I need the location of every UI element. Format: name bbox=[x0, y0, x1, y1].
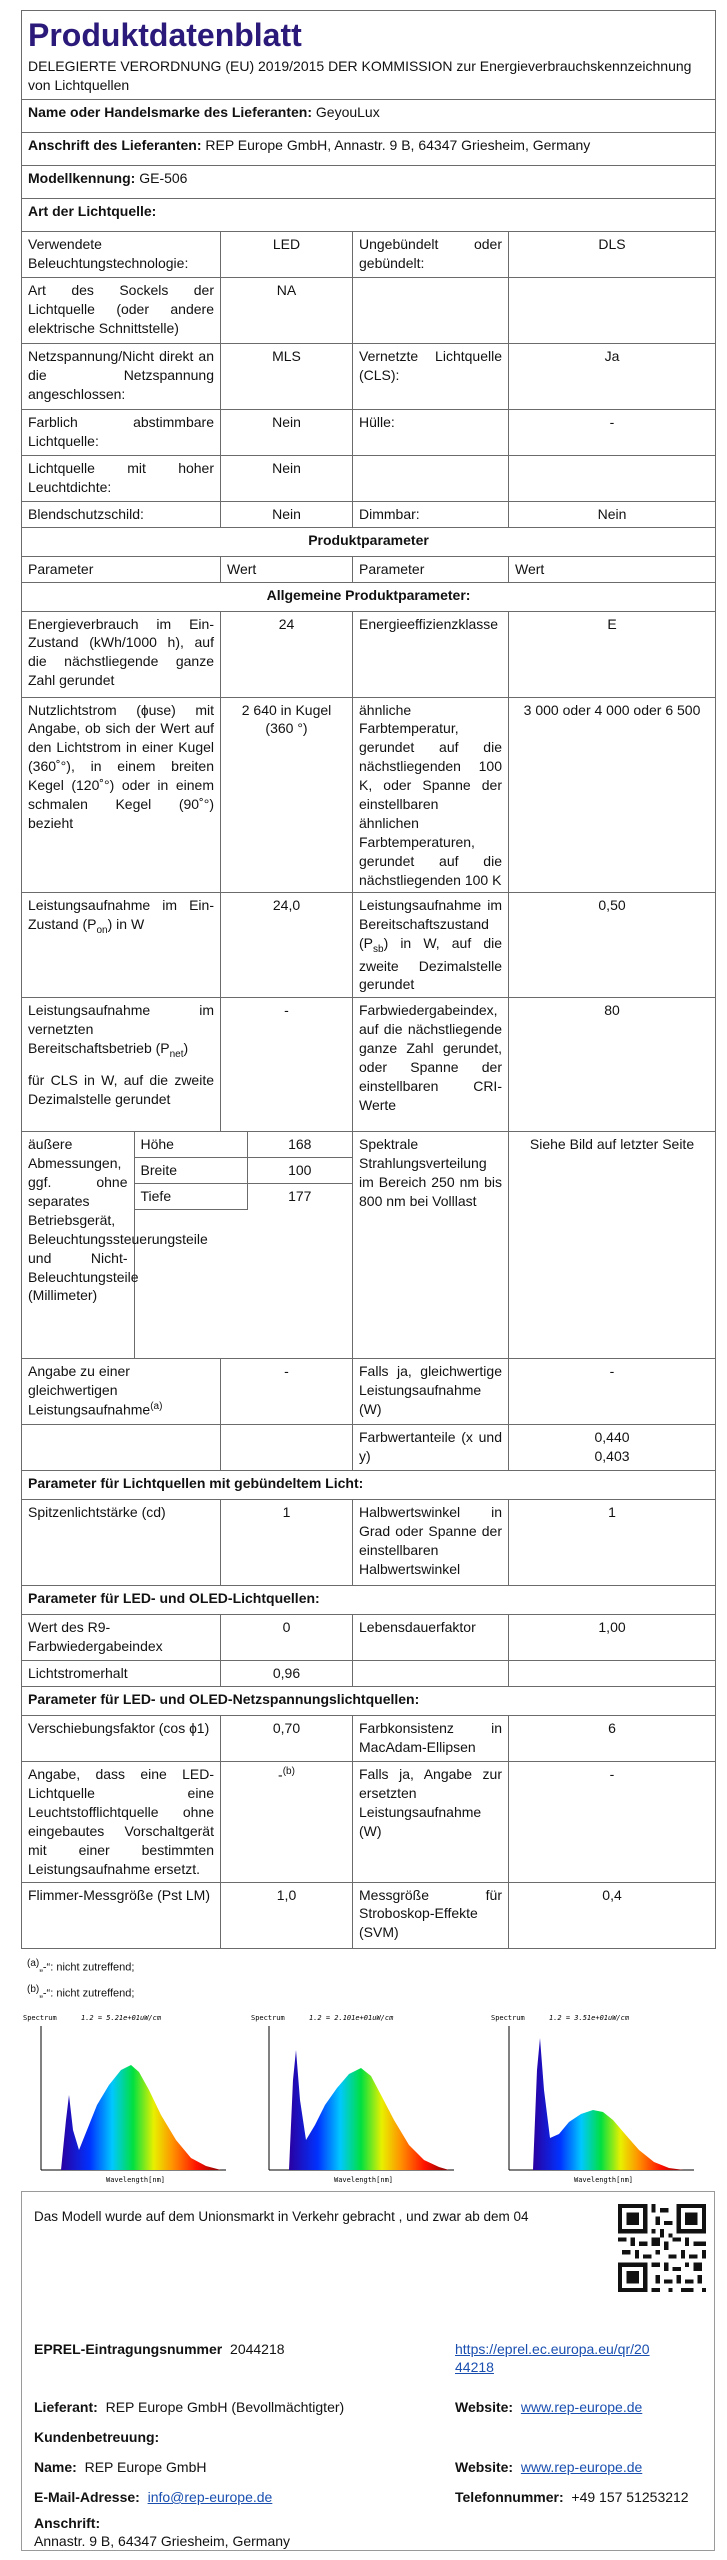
email-label: E-Mail-Adresse: bbox=[34, 2489, 140, 2505]
supplier-name-value: GeyouLux bbox=[315, 103, 380, 120]
useful-flux-value: 2 640 in Kugel (360 °) bbox=[221, 697, 353, 893]
cap-value: NA bbox=[221, 277, 353, 343]
beam-angle-label: Halbwertswinkel in Grad oder Spanne der einstellbaren Halbwertswinkel bbox=[353, 1500, 509, 1586]
dimmable-value: Nein bbox=[509, 501, 716, 527]
email-row bbox=[34, 2488, 272, 2507]
phone-value: +49 157 51253212 bbox=[571, 2489, 689, 2505]
flicker-value: 1,0 bbox=[221, 1882, 353, 1948]
table-row bbox=[22, 1359, 716, 1425]
fluorescent-replacement-yes-label: Falls ja, Angabe zur ersetzten Leistungsaufnahme (W) bbox=[353, 1762, 509, 1882]
table-row bbox=[22, 277, 716, 343]
survival-factor-label: Lebensdauerfaktor bbox=[353, 1615, 509, 1661]
table-row bbox=[22, 998, 716, 1132]
height-value: 168 bbox=[247, 1132, 352, 1157]
eprel-link-line-2[interactable]: 44218 bbox=[455, 2359, 494, 2376]
table-row bbox=[22, 409, 716, 455]
address-row bbox=[34, 2514, 290, 2550]
stroboscopic-label: Messgröße für Stroboskop-Effekte (SVM) bbox=[353, 1882, 509, 1948]
address-value: Annastr. 9 B, 64347 Griesheim, Germany bbox=[34, 2533, 291, 2550]
spectral-distribution-label: Spektrale Strahlungsverteilung im Bereich 250 nm bis 800 nm bei Volllast bbox=[353, 1132, 509, 1359]
supplier-address-value: REP Europe GmbH, Annastr. 9 B, 64347 Griesheim, Germany bbox=[205, 136, 591, 153]
product-data-table bbox=[21, 10, 716, 1949]
equivalent-power-yes-value: - bbox=[509, 1359, 716, 1425]
macadam-value: 6 bbox=[509, 1716, 716, 1762]
high-luminance-label: Lichtquelle mit hoher Leuchtdichte: bbox=[22, 455, 221, 501]
empty-cell bbox=[353, 277, 509, 343]
height-label: Höhe bbox=[134, 1132, 247, 1157]
table-row bbox=[22, 697, 716, 893]
r9-label: Wert des R9-Farbwiedergabeindex bbox=[22, 1615, 221, 1661]
eprel-link-line-1[interactable]: https://eprel.ec.europa.eu/qr/20 bbox=[455, 2341, 650, 2357]
cri-value: 80 bbox=[509, 998, 716, 1132]
product-params-section: Produktparameter bbox=[22, 527, 716, 556]
dimensions-label: äußere Abmessungen, ggf. ohne separates Betriebsgerät, Beleuchtungssteuerungsteile und Nicht-Beleuchtungsteile (Millimeter) bbox=[22, 1132, 134, 1358]
on-mode-power-label: Leistungsaufnahme im Ein-Zustand $(P_{on})$ in W bbox=[22, 893, 221, 998]
service-website-link[interactable]: www.rep-europe.de bbox=[520, 2459, 643, 2475]
supplier-label: Lieferant: bbox=[34, 2399, 98, 2415]
mains-label: Netzspannung/Nicht direkt an die Netzspannung angeschlossen: bbox=[22, 343, 221, 409]
directional-section: Parameter für Lichtquellen mit gebündeltem Licht: bbox=[22, 1471, 716, 1500]
fluorescent-replacement-label: Angabe, dass eine LED-Lichtquelle eine Leuchtstofflichtquelle ohne eingebautes Vorschaltgerät mit einer bestimmten Leistungsaufnahme ersetzt. bbox=[22, 1762, 221, 1882]
peak-intensity-label: Spitzenlichtstärke (cd) bbox=[22, 1500, 221, 1586]
supplier-website-row bbox=[455, 2398, 642, 2417]
spectral-distribution-value: Siehe Bild auf letzter Seite bbox=[509, 1132, 716, 1359]
model-id-label: Modellkennung: bbox=[28, 169, 136, 186]
table-row bbox=[22, 1716, 716, 1762]
svg-text:Spectrum: Spectrum bbox=[251, 2013, 285, 2022]
lumen-maintenance-value: 0,96 bbox=[221, 1661, 353, 1687]
eprel-link[interactable] bbox=[455, 2340, 650, 2376]
mains-value: MLS bbox=[221, 343, 353, 409]
service-website-row bbox=[455, 2458, 642, 2477]
fluorescent-replacement-value: -$^{(b)}$ bbox=[221, 1762, 353, 1882]
empty-cell bbox=[509, 455, 716, 501]
cls-value: Ja bbox=[509, 343, 716, 409]
eprel-number-value: 2044218 bbox=[230, 2341, 285, 2357]
lumen-maintenance-label: Lichtstromerhalt bbox=[22, 1661, 221, 1687]
table-row bbox=[22, 455, 716, 501]
supplier-name-label: Name oder Handelsmarke des Lieferanten: bbox=[28, 103, 312, 120]
envelope-value: - bbox=[509, 409, 716, 455]
networked-standby-label: Leistungsaufnahme im vernetzten Bereitschaftsbetrieb $(P_{net})$ für CLS in W, auf die zweite Dezimalstelle gerundet bbox=[22, 998, 221, 1132]
dimensions-table bbox=[22, 1132, 352, 1358]
chromaticity-label: Farbwertanteile (x und y) bbox=[353, 1425, 509, 1471]
table-row bbox=[22, 1615, 716, 1661]
col-header-param: Parameter bbox=[353, 556, 509, 582]
model-id-value: GE-506 bbox=[139, 169, 188, 186]
supplier-row bbox=[34, 2398, 344, 2417]
displacement-factor-label: Verschiebungsfaktor (cos ɸ1) bbox=[22, 1716, 221, 1762]
standby-power-value: 0,50 bbox=[509, 893, 716, 998]
col-header-value: Wert bbox=[221, 556, 353, 582]
empty-cell bbox=[509, 277, 716, 343]
col-header-param: Parameter bbox=[22, 556, 221, 582]
registration-box bbox=[21, 2191, 715, 2551]
energy-consumption-value: 24 bbox=[221, 611, 353, 697]
anti-glare-value: Nein bbox=[221, 501, 353, 527]
footnotes bbox=[21, 1957, 715, 2002]
svg-text:1.2 = 2.101e+01uW/cm: 1.2 = 2.101e+01uW/cm bbox=[309, 2013, 394, 2022]
on-mode-power-value: 24,0 bbox=[221, 893, 353, 998]
svg-text:1.2 = 5.21e+01uW/cm: 1.2 = 5.21e+01uW/cm bbox=[81, 2013, 162, 2022]
svg-text:Wavelength[nm]: Wavelength[nm] bbox=[334, 2175, 394, 2184]
market-placement-text: Das Modell wurde auf dem Unionsmarkt in Verkehr gebracht , und zwar ab dem 04 bbox=[34, 2209, 529, 2224]
spectrum-image-2 bbox=[249, 2010, 457, 2190]
peak-intensity-value: 1 bbox=[221, 1500, 353, 1586]
dimmable-label: Dimmbar: bbox=[353, 501, 509, 527]
equivalent-power-label: Angabe zu einer gleichwertigen Leistungsaufnahme$^{(a)}$ bbox=[22, 1359, 221, 1425]
width-label: Breite bbox=[134, 1158, 247, 1184]
email-link[interactable]: info@rep-europe.de bbox=[147, 2489, 273, 2505]
svg-text:Spectrum: Spectrum bbox=[23, 2013, 57, 2022]
footnote-a: $^{(a)}$„-“: nicht zutreffend; bbox=[27, 1957, 135, 1974]
svg-text:Wavelength[nm]: Wavelength[nm] bbox=[106, 2175, 166, 2184]
depth-value: 177 bbox=[247, 1184, 352, 1210]
light-source-section: Art der Lichtquelle: bbox=[22, 198, 716, 231]
efficiency-class-label: Energieeffizienzklasse bbox=[353, 611, 509, 697]
useful-flux-label: Nutzlichtstrom (ɸuse) mit Angabe, ob sich der Wert auf den Lichtstrom in einer Kugel (360˚°), in einem breiten Kegel (120˚°) oder in einem schmalen Kegel (90˚°) bezieht bbox=[22, 697, 221, 893]
equivalent-power-value: - bbox=[221, 1359, 353, 1425]
regulation-subtitle: DELEGIERTE VERORDNUNG (EU) 2019/2015 DER KOMMISSION zur Energieverbrauchskennzeichnung von Lichtquellen bbox=[28, 58, 692, 93]
address-label: Anschrift: bbox=[34, 2515, 101, 2531]
svg-text:Wavelength[nm]: Wavelength[nm] bbox=[574, 2175, 634, 2184]
directional-value: DLS bbox=[509, 231, 716, 277]
service-website-label: Website: bbox=[455, 2459, 514, 2475]
led-section: Parameter für LED- und OLED-Lichtquellen: bbox=[22, 1586, 716, 1615]
directional-label: Ungebündelt oder gebündelt: bbox=[353, 231, 509, 277]
table-row bbox=[22, 343, 716, 409]
tech-label: Verwendete Beleuchtungstechnologie: bbox=[22, 231, 221, 277]
r9-value: 0 bbox=[221, 1615, 353, 1661]
table-row bbox=[22, 1661, 716, 1687]
table-row bbox=[22, 1500, 716, 1586]
cri-label: Farbwiedergabeindex, auf die nächstliegende ganze Zahl gerundet, oder Spanne der einstellbaren CRI-Werte bbox=[353, 998, 509, 1132]
beam-angle-value: 1 bbox=[509, 1500, 716, 1586]
eprel-number bbox=[34, 2340, 285, 2359]
chromaticity-value: 0,440 0,403 bbox=[509, 1425, 716, 1471]
cls-label: Vernetzte Lichtquelle (CLS): bbox=[353, 343, 509, 409]
eprel-number-label: EPREL-Eintragungsnummer bbox=[34, 2341, 223, 2357]
flicker-label: Flimmer-Messgröße (Pst LM) bbox=[22, 1882, 221, 1948]
svg-text:Spectrum: Spectrum bbox=[491, 2013, 525, 2022]
envelope-label: Hülle: bbox=[353, 409, 509, 455]
high-luminance-value: Nein bbox=[221, 455, 353, 501]
data-sheet-table-area bbox=[21, 10, 715, 2210]
table-row bbox=[22, 1762, 716, 1882]
cap-label: Art des Sockels der Lichtquelle (oder andere elektrische Schnittstelle) bbox=[22, 277, 221, 343]
website-label: Website: bbox=[455, 2399, 514, 2415]
tech-value: LED bbox=[221, 231, 353, 277]
customer-service-heading: Kundenbetreuung: bbox=[34, 2429, 160, 2445]
macadam-label: Farbkonsistenz in MacAdam-Ellipsen bbox=[353, 1716, 509, 1762]
tunable-value: Nein bbox=[221, 409, 353, 455]
depth-label: Tiefe bbox=[134, 1184, 247, 1210]
anti-glare-label: Blendschutzschild: bbox=[22, 501, 221, 527]
led-mains-section: Parameter für LED- und OLED-Netzspannungslichtquellen: bbox=[22, 1687, 716, 1716]
dimensions-cell bbox=[22, 1132, 353, 1359]
qr-code-icon bbox=[618, 2204, 706, 2292]
equivalent-power-yes-label: Falls ja, gleichwertige Leistungsaufnahme (W) bbox=[353, 1359, 509, 1425]
spectrum-image-3 bbox=[489, 2010, 697, 2190]
table-row bbox=[22, 893, 716, 998]
phone-row bbox=[455, 2488, 689, 2507]
table-row bbox=[22, 1882, 716, 1948]
phone-label: Telefonnummer: bbox=[455, 2489, 564, 2505]
spectral-images bbox=[21, 2010, 715, 2210]
col-header-value: Wert bbox=[509, 556, 716, 582]
service-name-label: Name: bbox=[34, 2459, 77, 2475]
energy-consumption-label: Energieverbrauch im Ein-Zustand (kWh/1000 h), auf die nächstliegende ganze Zahl gerundet bbox=[22, 611, 221, 697]
standby-power-label: Leistungsaufnahme im Bereitschaftszustand $(P_{sb})$ in W, auf die zweite Dezimalstelle gerundet bbox=[353, 893, 509, 998]
cct-label: ähnliche Farbtemperatur, gerundet auf die nächstliegenden 100 K, oder Spanne der einstellbaren ähnlichen Farbtemperaturen, gerundet auf die nächstliegenden 100 K bbox=[353, 697, 509, 893]
website-link[interactable]: www.rep-europe.de bbox=[520, 2399, 643, 2415]
table-row bbox=[22, 1132, 716, 1359]
survival-factor-value: 1,00 bbox=[509, 1615, 716, 1661]
footnote-b: $^{(b)}$„-“: nicht zutreffend; bbox=[27, 1984, 135, 2000]
efficiency-class-value: E bbox=[509, 611, 716, 697]
tunable-label: Farblich abstimmbare Lichtquelle: bbox=[22, 409, 221, 455]
table-row bbox=[22, 1425, 716, 1471]
width-value: 100 bbox=[247, 1158, 352, 1184]
spectrum-image-1 bbox=[21, 2010, 229, 2190]
empty-cell bbox=[353, 455, 509, 501]
table-row bbox=[22, 611, 716, 697]
fluorescent-replacement-yes-value: - bbox=[509, 1762, 716, 1882]
table-row bbox=[22, 231, 716, 277]
svg-text:1.2 = 3.51e+01uW/cm: 1.2 = 3.51e+01uW/cm bbox=[549, 2013, 630, 2022]
general-params-section: Allgemeine Produktparameter: bbox=[22, 582, 716, 611]
service-name-row bbox=[34, 2458, 206, 2477]
service-name-value: REP Europe GmbH bbox=[84, 2459, 207, 2475]
page-title: Produktdatenblatt bbox=[28, 17, 302, 53]
table-row bbox=[22, 501, 716, 527]
networked-standby-value: - bbox=[221, 998, 353, 1132]
stroboscopic-value: 0,4 bbox=[509, 1882, 716, 1948]
displacement-factor-value: 0,70 bbox=[221, 1716, 353, 1762]
supplier-address-label: Anschrift des Lieferanten: bbox=[28, 136, 202, 153]
supplier-value: REP Europe GmbH (Bevollmächtigter) bbox=[105, 2399, 345, 2415]
cct-value: 3 000 oder 4 000 oder 6 500 bbox=[509, 697, 716, 893]
